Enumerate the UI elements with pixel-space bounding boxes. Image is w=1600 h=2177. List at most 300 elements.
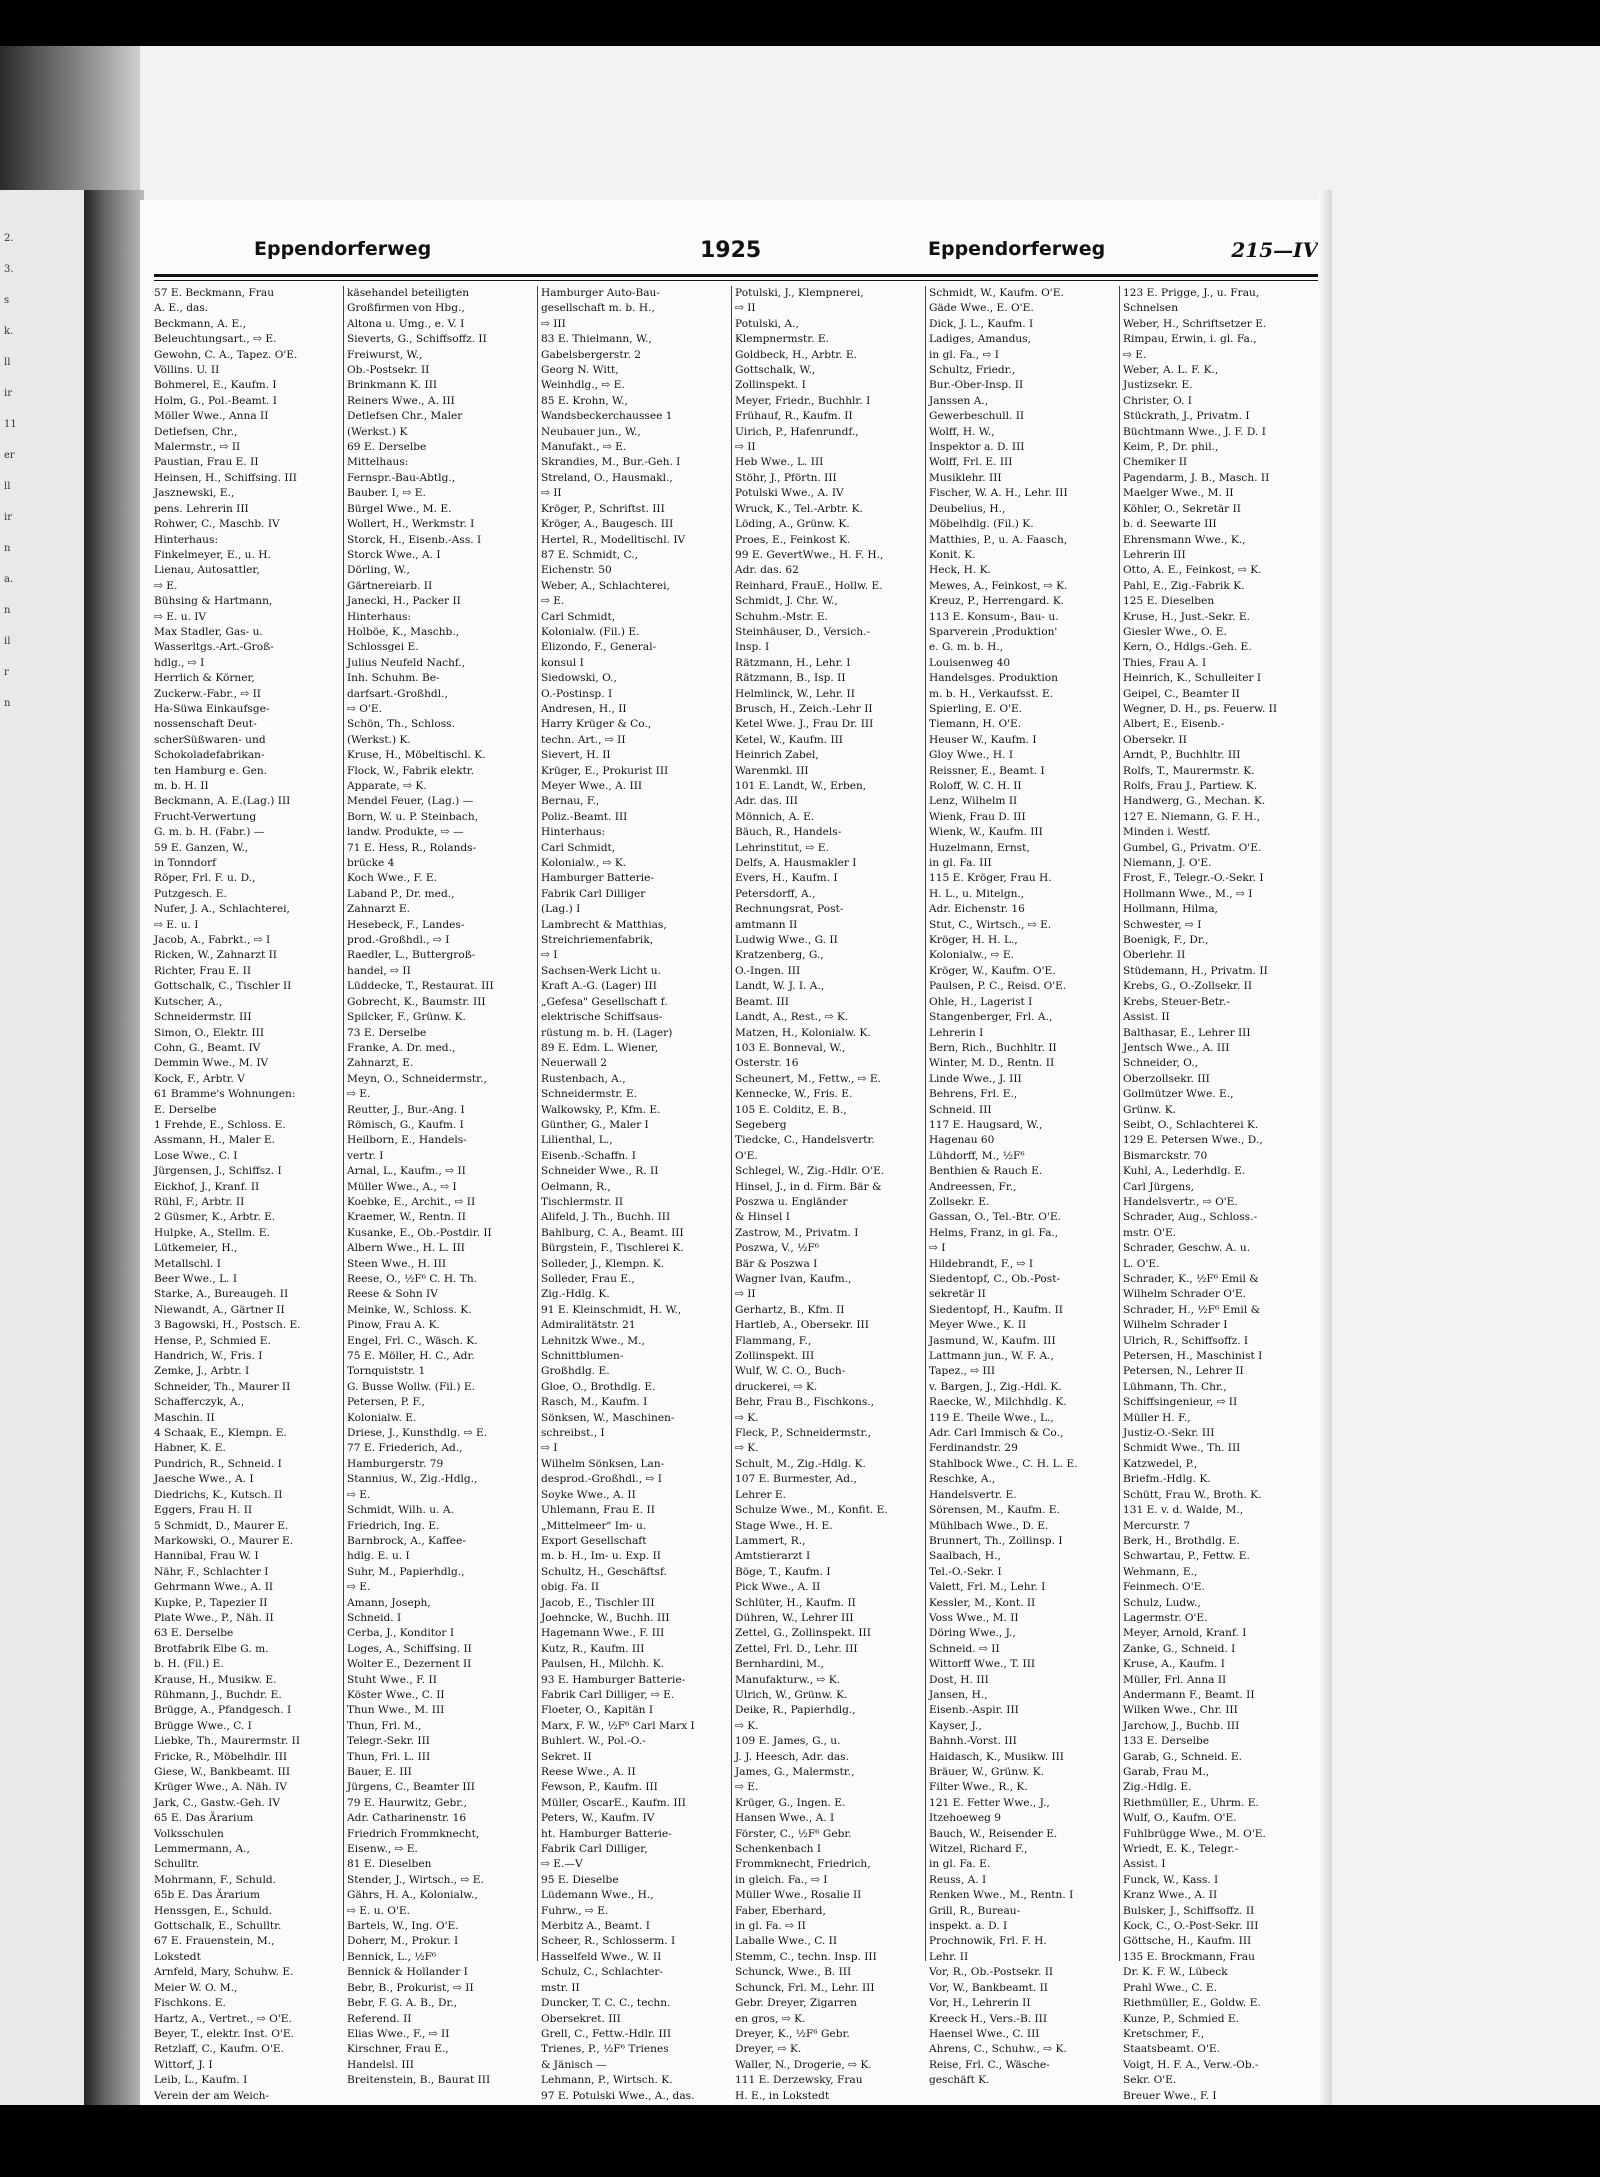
directory-entry-line: Pagendarm, J. B., Masch. II bbox=[1123, 471, 1270, 484]
directory-entry-line: 65b E. Das Ärarium bbox=[154, 1889, 261, 1902]
directory-entry-line: Spierling, E. O'E. bbox=[929, 702, 1023, 715]
directory-entry-line: ⇨ E. bbox=[347, 1488, 371, 1501]
directory-entry-line: Tiedcke, C., Handelsvertr. bbox=[735, 1134, 875, 1147]
directory-entry-line: Helms, Franz, in gl. Fa., bbox=[929, 1226, 1059, 1239]
directory-entry-line: ⇨ II bbox=[735, 302, 756, 315]
directory-entry-line: Deubelius, H., bbox=[929, 502, 1006, 515]
directory-entry-line: Schulze Wwe., M., Konfit. E. bbox=[735, 1504, 888, 1517]
directory-entry-line: Schwartau, P., Fettw. E. bbox=[1123, 1550, 1250, 1563]
directory-entry-line: prod.-Großhdl., ⇨ I bbox=[347, 934, 450, 947]
directory-entry-line: ⇨ K. bbox=[735, 1719, 759, 1732]
directory-entry-line: Gebr. Dreyer, Zigarren bbox=[735, 1997, 857, 2010]
directory-entry-line: Peters, W., Kaufm. IV bbox=[541, 1812, 655, 1825]
directory-entry-line: Voss Wwe., M. II bbox=[929, 1611, 1019, 1624]
directory-entry-line: Verein der am Weich- bbox=[154, 2089, 270, 2102]
directory-entry-line: Sachsen-Werk Licht u. bbox=[541, 964, 661, 977]
directory-entry-line: Winter, M. D., Rentn. II bbox=[929, 1057, 1055, 1070]
directory-entry-line: Poszwa u. Engländer bbox=[735, 1195, 848, 1208]
directory-entry-line: Jürgensen, J., Schiffsz. I bbox=[154, 1165, 282, 1178]
directory-entry-line: Wilken Wwe., Chr. III bbox=[1123, 1704, 1238, 1717]
directory-entry-line: Pahl, E., Zig.-Fabrik K. bbox=[1123, 579, 1245, 592]
directory-entry-line: Wulf, O., Kaufm. O'E. bbox=[1123, 1812, 1237, 1825]
directory-entry-line: Hamburger Batterie- bbox=[541, 872, 654, 885]
directory-entry-line: Lokstedt bbox=[154, 1950, 201, 1963]
street-name-left: Eppendorferweg bbox=[254, 238, 432, 260]
directory-entry-line: Lenz, Wilhelm II bbox=[929, 795, 1018, 808]
directory-entry-line: 77 E. Friederich, Ad., bbox=[347, 1442, 463, 1455]
directory-entry-line: Sievert, H. II bbox=[541, 749, 611, 762]
directory-entry-line: G. Busse Wollw. (Fil.) E. bbox=[347, 1380, 476, 1393]
directory-entry-line: Landt, W. J. I. A., bbox=[735, 980, 825, 993]
directory-entry-line: 125 E. Dieselben bbox=[1123, 595, 1215, 608]
directory-entry-line: Fernspr.-Bau-Abtlg., bbox=[347, 471, 456, 484]
directory-entry-line: Bäuch, R., Handels- bbox=[735, 826, 842, 839]
directory-entry-line: Ulrich, W., Grünw. K. bbox=[735, 1688, 848, 1701]
directory-entry-line: ⇨ II bbox=[541, 487, 562, 500]
directory-entry-line: Vor, W., Bankbeamt. II bbox=[929, 1981, 1048, 1994]
directory-entry-line: ⇨ I bbox=[541, 1442, 558, 1455]
directory-entry-line: Faber, Eberhard, bbox=[735, 1904, 826, 1917]
directory-entry-line: Assist. I bbox=[1123, 1858, 1166, 1871]
directory-entry-line: Freiwurst, W., bbox=[347, 348, 423, 361]
directory-entry-line: Kirschner, Frau E., bbox=[347, 2043, 449, 2056]
directory-entry-line: Zahnarzt E. bbox=[347, 903, 411, 916]
directory-entry-line: Müller Wwe., A., ⇨ I bbox=[347, 1180, 457, 1193]
directory-entry-line: Wittorf, J. I bbox=[154, 2058, 213, 2071]
directory-entry-line: Hartleb, A., Obersekr. III bbox=[735, 1319, 869, 1332]
directory-entry-line: Giesler Wwe., O. E. bbox=[1123, 625, 1227, 638]
directory-entry-line: 115 E. Kröger, Frau H. bbox=[929, 872, 1052, 885]
directory-entry-line: vertr. I bbox=[347, 1149, 384, 1162]
directory-entry-line: Krebs, G., O.-Zollsekr. II bbox=[1123, 980, 1253, 993]
directory-entry-line: Brunnert, Th., Zollinsp. I bbox=[929, 1534, 1063, 1547]
directory-entry-line: 107 E. Burmester, Ad., bbox=[735, 1473, 857, 1486]
directory-entry-line: Apparate, ⇨ K. bbox=[347, 780, 427, 792]
directory-entry-line: Obersekr. II bbox=[1123, 733, 1187, 746]
directory-entry-line: schreibst., I bbox=[541, 1427, 605, 1440]
directory-entry-line: Sparverein ,Produktion' bbox=[929, 625, 1058, 638]
directory-entry-line: 97 E. Potulski Wwe., A., das. bbox=[541, 2089, 695, 2102]
directory-entry-line: Floeter, O., Kapitän I bbox=[541, 1704, 654, 1717]
directory-entry-line: Schmidt, Wilh. u. A. bbox=[347, 1504, 454, 1517]
directory-entry-line: 117 E. Haugsard, W., bbox=[929, 1118, 1043, 1131]
directory-entry-line: Beamt. III bbox=[735, 995, 789, 1008]
directory-entry-line: Stückrath, J., Privatm. I bbox=[1123, 410, 1250, 423]
directory-entry-line: Vor, R., Ob.-Postsekr. II bbox=[929, 1966, 1054, 1979]
directory-entry-line: Röper, Frl. F. u. D., bbox=[154, 872, 256, 885]
directory-entry-line: brücke 4 bbox=[347, 857, 395, 870]
directory-entry-line: Laband P., Dr. med., bbox=[347, 887, 455, 900]
directory-entry-line: Müller Wwe., Rosalie II bbox=[735, 1889, 862, 1902]
directory-entry-line: Kern, O., Hdlgs.-Geh. E. bbox=[1123, 641, 1252, 654]
directory-entry-line: Gottschalk, C., Tischler II bbox=[154, 980, 292, 993]
directory-entry-line: 131 E. v. d. Walde, M., bbox=[1123, 1504, 1244, 1517]
directory-entry-line: m. b. H., Im- u. Exp. II bbox=[541, 1550, 661, 1563]
directory-entry-line: Arndt, P., Buchhltr. III bbox=[1123, 749, 1241, 762]
directory-entry-line: 75 E. Möller, H. C., Adr. bbox=[347, 1350, 475, 1363]
directory-entry-line: Fischer, W. A. H., Lehr. III bbox=[929, 487, 1068, 500]
directory-entry-line: Dörling, W., bbox=[347, 564, 410, 577]
directory-entry-line: Carl Schmidt, bbox=[541, 610, 616, 623]
directory-entry-line: Henssgen, E., Schuld. bbox=[154, 1904, 273, 1917]
directory-entry-line: Heb Wwe., L. III bbox=[735, 456, 824, 469]
directory-entry-line: Reuss, A. I bbox=[929, 1873, 987, 1886]
directory-entry-line: Kessler, M., Kont. II bbox=[929, 1596, 1036, 1609]
directory-entry-line: Bahnh.-Vorst. III bbox=[929, 1735, 1017, 1748]
directory-entry-line: Dühren, W., Lehrer III bbox=[735, 1611, 854, 1624]
directory-entry-line: Rätzmann, H., Lehr. I bbox=[735, 656, 851, 669]
directory-entry-line: elektrische Schiffsaus- bbox=[541, 1011, 663, 1024]
directory-entry-line: Gährs, H. A., Kolonialw., bbox=[347, 1889, 478, 1902]
directory-entry-line: Ohle, H., Lagerist I bbox=[929, 995, 1033, 1008]
directory-entry-line: Matzen, H., Kolonialw. K. bbox=[735, 1026, 871, 1039]
directory-entry-line: scherSüßwaren- und bbox=[154, 733, 266, 746]
directory-entry-line: Vor, H., Lehrerin II bbox=[929, 1997, 1031, 2010]
directory-entry-line: Gabelsbergerstr. 2 bbox=[541, 348, 641, 361]
directory-entry-line: Finkelmeyer, E., u. H. bbox=[154, 548, 271, 561]
directory-entry-line: Heinsen, H., Schiffsing. III bbox=[154, 471, 297, 484]
directory-entry-line: Heuser W., Kaufm. I bbox=[929, 733, 1037, 746]
directory-entry-line: Stage Wwe., H. E. bbox=[735, 1519, 833, 1532]
directory-entry-line: Schneid. III bbox=[929, 1103, 992, 1116]
directory-entry-line: Trienes, P., ½F⁶ Trienes bbox=[541, 2043, 669, 2056]
directory-entry-line: Huzelmann, Ernst, bbox=[929, 841, 1030, 854]
directory-entry-line: Bauer, E. III bbox=[347, 1766, 412, 1778]
directory-entry-line: Krebs, Steuer-Betr.- bbox=[1123, 995, 1230, 1008]
directory-entry-line: Bohmerel, E., Kaufm. I bbox=[154, 379, 277, 392]
directory-entry-line: Tel.-O.-Sekr. I bbox=[929, 1565, 1002, 1578]
directory-entry-line: ⇨ II bbox=[735, 441, 756, 454]
directory-entry-line: Doherr, M., Prokur. I bbox=[347, 1935, 459, 1948]
directory-entry-line: Weinhdlg., ⇨ E. bbox=[541, 379, 625, 392]
directory-entry-line: Gerhartz, B., Kfm. II bbox=[735, 1303, 845, 1316]
directory-entry-line: Petersdorff, A., bbox=[735, 887, 816, 900]
directory-entry-line: Kröger, H. H. L., bbox=[929, 934, 1018, 947]
directory-entry-line: Beckmann, A. E., bbox=[154, 317, 247, 330]
directory-entry-line: in Tonndorf bbox=[154, 857, 216, 870]
directory-entry-line: Fricke, R., Möbelhdlr. III bbox=[154, 1750, 288, 1763]
directory-entry-line: ⇨ E. u. I bbox=[154, 918, 199, 931]
directory-entry-line: 119 E. Theile Wwe., L., bbox=[929, 1411, 1054, 1424]
directory-entry-line: Köhler, O., Sekretär II bbox=[1123, 502, 1241, 515]
directory-entry-line: Fabrik Carl Dilliger, ⇨ E. bbox=[541, 1688, 675, 1701]
directory-entry-line: Ketel, W., Kaufm. III bbox=[735, 733, 843, 746]
directory-entry-line: v. Bargen, J., Zig.-Hdl. K. bbox=[929, 1380, 1062, 1393]
directory-entry-line: Malermstr., ⇨ II bbox=[154, 441, 241, 454]
directory-entry-line: Hertel, R., Modelltischl. IV bbox=[541, 533, 686, 546]
directory-entry-line: Laballe Wwe., C. II bbox=[735, 1935, 838, 1948]
directory-entry-line: inspekt. a. D. I bbox=[929, 1920, 1008, 1933]
directory-entry-line: Born, W. u. P. Steinbach, bbox=[347, 810, 479, 823]
directory-entry-line: Hasselfeld Wwe., W. II bbox=[541, 1950, 662, 1963]
directory-entry-line: Rechnungsrat, Post- bbox=[735, 903, 844, 916]
directory-entry-line: Skrandies, M., Bur.-Geh. I bbox=[541, 456, 681, 469]
directory-entry-line: Schmidt, W., Kaufm. O'E. bbox=[929, 287, 1064, 299]
directory-entry-line: Louisenweg 40 bbox=[929, 656, 1011, 669]
directory-entry-line: Barnbrock, A., Kaffee- bbox=[347, 1534, 466, 1547]
directory-entry-line: Schneider, Th., Maurer II bbox=[154, 1380, 291, 1393]
directory-entry-line: Mewes, A., Feinkost, ⇨ K. bbox=[929, 579, 1068, 592]
directory-entry-line: Reese Wwe., A. II bbox=[541, 1766, 636, 1778]
directory-entry-line: Hartz, A., Vertret., ⇨ O'E. bbox=[154, 2012, 292, 2025]
directory-entry-line: Wilhelm Schrader O'E. bbox=[1123, 1288, 1246, 1301]
directory-entry-line: ⇨ E. bbox=[347, 1088, 371, 1101]
directory-entry-line: Müller, Frl. Anna II bbox=[1123, 1673, 1227, 1686]
directory-entry-line: Reschke, A., bbox=[929, 1473, 996, 1486]
directory-entry-line: Duncker, T. C. C., techn. bbox=[541, 1997, 671, 2010]
directory-entry-line: Handelsvertr., ⇨ O'E. bbox=[1123, 1195, 1238, 1208]
directory-entry-line: Kreuz, P., Herrengard. K. bbox=[929, 595, 1065, 608]
directory-entry-line: Zastrow, M., Privatm. I bbox=[735, 1226, 859, 1239]
directory-entry-line: Musiklehr. III bbox=[929, 471, 1002, 484]
directory-entry-line: handel, ⇨ II bbox=[347, 964, 411, 977]
directory-entry-line: Kolonialw. E. bbox=[347, 1411, 417, 1424]
directory-entry-line: Müller, OscarE., Kaufm. III bbox=[541, 1796, 686, 1809]
directory-entry-line: 99 E. GevertWwe., H. F. H., bbox=[735, 548, 884, 561]
directory-entry-line: Wollert, H., Werkmstr. I bbox=[347, 518, 475, 531]
directory-entry-line: Eisenb.-Schaffn. I bbox=[541, 1149, 636, 1162]
directory-entry-line: Ulrich, R., Schiffsoffz. I bbox=[1123, 1334, 1249, 1347]
directory-entry-line: Köster Wwe., C. II bbox=[347, 1688, 445, 1701]
directory-entry-line: Renken Wwe., M., Rentn. I bbox=[929, 1889, 1074, 1902]
directory-entry-line: Lambrecht & Matthias, bbox=[541, 918, 667, 931]
directory-entry-line: Adr. Eichenstr. 16 bbox=[929, 903, 1025, 916]
scan-border-bottom bbox=[0, 2105, 1600, 2177]
directory-entry-line: Wolff, H. W., bbox=[929, 425, 995, 438]
directory-entry-line: Zuckerw.-Fabr., ⇨ II bbox=[154, 687, 261, 700]
column-3 bbox=[541, 286, 727, 2102]
directory-entry-line: E. Derselbe bbox=[154, 1103, 217, 1116]
directory-entry-line: Sönksen, W., Maschinen- bbox=[541, 1411, 675, 1424]
directory-entry-line: Rühmann, J., Buchdr. E. bbox=[154, 1688, 282, 1701]
directory-entry-line: Hagemann Wwe., F. III bbox=[541, 1627, 665, 1640]
directory-entry-line: Plate Wwe., P., Näh. II bbox=[154, 1611, 274, 1624]
directory-entry-line: Schrader, Geschw. A. u. bbox=[1123, 1242, 1251, 1255]
directory-entry-line: Kayser, J., bbox=[929, 1719, 982, 1732]
directory-entry-line: Zig.-Hdlg. E. bbox=[1123, 1781, 1192, 1794]
directory-entry-line: Bulsker, J., Schiffsoffz. II bbox=[1123, 1904, 1255, 1917]
directory-entry-line: Loges, A., Schiffsing. II bbox=[347, 1642, 472, 1655]
directory-entry-line: Bühsing & Hartmann, bbox=[154, 595, 273, 608]
directory-entry-line: Hesebeck, F., Landes- bbox=[347, 918, 465, 931]
directory-entry-line: Bürgstein, F., Tischlerei K. bbox=[541, 1242, 684, 1255]
directory-entry-line: ⇨ O'E. bbox=[347, 702, 382, 715]
directory-entry-line: Wruck, K., Tel.-Arbtr. K. bbox=[735, 502, 863, 515]
directory-entry-line: Simon, O., Elektr. III bbox=[154, 1026, 265, 1039]
directory-entry-line: Geipel, C., Beamter II bbox=[1123, 687, 1240, 700]
directory-entry-line: Bräuer, W., Grünw. K. bbox=[929, 1766, 1045, 1778]
directory-entry-line: Bern, Rich., Buchhltr. II bbox=[929, 1041, 1057, 1054]
directory-entry-line: Kupke, P., Tapezier II bbox=[154, 1596, 268, 1609]
directory-entry-line: Thun Wwe., M. III bbox=[347, 1704, 445, 1717]
directory-entry-line: hdlg., ⇨ I bbox=[154, 656, 205, 669]
directory-entry-line: Beyer, T., elektr. Inst. O'E. bbox=[154, 2027, 294, 2040]
directory-entry-line: Gloe, O., Brothdlg. E. bbox=[541, 1380, 656, 1393]
directory-entry-line: 91 E. Kleinschmidt, H. W., bbox=[541, 1303, 682, 1316]
directory-entry-line: Meyn, O., Schneidermstr., bbox=[347, 1072, 487, 1085]
directory-entry-line: Raedler, L., Buttergroß- bbox=[347, 949, 476, 962]
directory-entry-line: Lemmermann, A., bbox=[154, 1843, 250, 1856]
directory-entry-line: Beer Wwe., L. I bbox=[154, 1273, 238, 1285]
directory-entry-line: Walkowsky, P., Kfm. E. bbox=[541, 1103, 661, 1116]
directory-entry-line: Wolff, Frl. E. III bbox=[929, 456, 1013, 469]
directory-entry-line: Herrlich & Körner, bbox=[154, 672, 255, 685]
directory-entry-line: Kratzenberg, G., bbox=[735, 949, 824, 962]
directory-entry-line: Leib, L., Kaufm. I bbox=[154, 2074, 248, 2087]
directory-entry-line: in gleich. Fa., ⇨ I bbox=[735, 1873, 828, 1886]
directory-entry-line: Schulltr. bbox=[154, 1858, 200, 1871]
directory-entry-line: Adr. das. III bbox=[735, 795, 798, 808]
directory-entry-line: Koebke, E., Archit., ⇨ II bbox=[347, 1195, 476, 1208]
directory-entry-line: Arnfeld, Mary, Schuhw. E. bbox=[154, 1966, 294, 1979]
directory-entry-line: Dick, J. L., Kaufm. I bbox=[929, 317, 1034, 330]
directory-entry-line: ⇨ E. bbox=[1123, 348, 1147, 361]
directory-entry-line: Cohn, G., Beamt. IV bbox=[154, 1041, 261, 1054]
directory-entry-line: Prahl Wwe., C. E. bbox=[1123, 1981, 1217, 1994]
directory-entry-line: Referend. II bbox=[347, 2012, 412, 2025]
directory-entry-line: Riethmüller, E., Goldw. E. bbox=[1123, 1997, 1261, 2010]
directory-entry-line: Metallschl. I bbox=[154, 1257, 221, 1270]
directory-entry-line: in gl. Fa. III bbox=[929, 857, 992, 870]
directory-entry-line: Stender, J., Wirtsch., ⇨ E. bbox=[347, 1873, 484, 1886]
directory-entry-line: hdlg. E. u. I bbox=[347, 1550, 410, 1563]
directory-entry-line: Schneid. ⇨ II bbox=[929, 1642, 1000, 1655]
directory-entry-line: Wulf, W. C. O., Buch- bbox=[735, 1365, 846, 1378]
directory-entry-line: ten Hamburg e. Gen. bbox=[154, 764, 268, 777]
directory-entry-line: Ehrensmann Wwe., K., bbox=[1123, 533, 1246, 546]
directory-entry-line: Katzwedel, P., bbox=[1123, 1457, 1198, 1470]
directory-entry-line: 113 E. Konsum-, Bau- u. bbox=[929, 610, 1059, 623]
directory-entry-line: Mendel Feuer, (Lag.) — bbox=[347, 795, 474, 808]
directory-entry-line: Seibt, O., Schlachterei K. bbox=[1123, 1118, 1259, 1131]
directory-entry-line: Georg N. Witt, bbox=[541, 364, 619, 377]
directory-entry-line: 69 E. Derselbe bbox=[347, 441, 427, 454]
directory-entry-line: Dreyer, ⇨ K. bbox=[735, 2043, 802, 2056]
directory-entry-line: Kretschmer, F., bbox=[1123, 2027, 1205, 2040]
directory-entry-line: Rolfs, T., Maurermstr. K. bbox=[1123, 764, 1255, 777]
directory-entry-line: 67 E. Frauenstein, M., bbox=[154, 1935, 275, 1948]
directory-entry-line: Gehrmann Wwe., A. II bbox=[154, 1581, 274, 1594]
directory-entry-line: Sekr. O'E. bbox=[1123, 2074, 1177, 2087]
directory-entry-line: Otto, A. E., Feinkost, ⇨ K. bbox=[1123, 564, 1262, 577]
directory-entry-line: Heck, H. K. bbox=[929, 564, 991, 577]
directory-entry-line: Zettel, G., Zollinspekt. III bbox=[735, 1627, 871, 1640]
directory-entry-line: Petersen, P. F., bbox=[347, 1396, 425, 1409]
margin-fragment: 11 bbox=[4, 419, 17, 430]
directory-entry-line: Fabrik Carl Dilliger bbox=[541, 887, 646, 900]
directory-entry-line: Sieverts, G., Schiffsoffz. II bbox=[347, 333, 487, 346]
year: 1925 bbox=[700, 238, 762, 263]
directory-entry-line: Krause, H., Musikw. E. bbox=[154, 1673, 277, 1686]
directory-entry-line: Lütkemeier, H., bbox=[154, 1242, 238, 1255]
directory-entry-line: Jacob, A., Fabrkt., ⇨ I bbox=[154, 934, 271, 947]
directory-entry-line: Brügge, A., Pfandgesch. I bbox=[154, 1704, 292, 1717]
directory-entry-line: Richter, Frau E. II bbox=[154, 964, 252, 977]
directory-entry-line: 63 E. Derselbe bbox=[154, 1627, 234, 1640]
directory-entry-line: Zig.-Hdlg. K. bbox=[541, 1288, 610, 1301]
directory-entry-line: Haidasch, K., Musikw. III bbox=[929, 1750, 1064, 1763]
column-4 bbox=[735, 286, 921, 2102]
directory-entry-line: Witzel, Richard F., bbox=[929, 1843, 1028, 1856]
directory-entry-line: Andreessen, Fr., bbox=[929, 1180, 1017, 1193]
directory-entry-line: Streichriemenfabrik, bbox=[541, 934, 654, 947]
directory-entry-line: Stöhr, J., Pförtn. III bbox=[735, 471, 837, 484]
directory-entry-line: Wegner, D. H., ps. Feuerw. II bbox=[1123, 702, 1278, 715]
directory-entry-line: 95 E. Dieselbe bbox=[541, 1873, 619, 1886]
directory-entry-line: Steinhäuser, D., Versich.- bbox=[735, 625, 871, 638]
street-name-right: Eppendorferweg bbox=[928, 238, 1106, 260]
directory-entry-line: Bur.-Ober-Insp. II bbox=[929, 379, 1024, 392]
directory-entry-line: Dost, H. III bbox=[929, 1673, 989, 1686]
directory-entry-line: Siedowski, O., bbox=[541, 672, 617, 685]
directory-entry-line: Stut, C., Wirtsch., ⇨ E. bbox=[929, 918, 1052, 931]
margin-fragment: il bbox=[4, 636, 11, 647]
directory-entry-line: Berk, H., Brothdlg. E. bbox=[1123, 1534, 1240, 1547]
directory-entry-line: Handwerg, G., Mechan. K. bbox=[1123, 795, 1266, 808]
directory-entry-line: Meinke, W., Schloss. K. bbox=[347, 1303, 472, 1316]
directory-entry-line: in gl. Fa., ⇨ I bbox=[929, 348, 999, 361]
directory-entry-line: Tischlermstr. II bbox=[541, 1195, 624, 1208]
directory-entry-line: Neubauer jun., W., bbox=[541, 425, 641, 438]
directory-entry-line: Stüdemann, H., Privatm. II bbox=[1123, 964, 1268, 977]
directory-entry-line: Jürgens, C., Beamter III bbox=[347, 1781, 475, 1794]
page-edge-shadow bbox=[1318, 190, 1332, 2105]
directory-entry-line: Helmlinck, W., Lehr. II bbox=[735, 687, 855, 700]
directory-entry-line: Gewerbeschull. II bbox=[929, 410, 1025, 423]
directory-entry-line: Bennick, L., ½F⁶ bbox=[347, 1950, 437, 1963]
directory-entry-line: Kock, F., Arbtr. V bbox=[154, 1072, 245, 1085]
column-1 bbox=[154, 286, 340, 2102]
directory-entry-line: Wilhelm Sönksen, Lan- bbox=[541, 1457, 665, 1470]
header-rule bbox=[154, 274, 1320, 277]
directory-entry-line: Lagermstr. O'E. bbox=[1123, 1611, 1208, 1624]
column-separator bbox=[1119, 286, 1120, 1961]
directory-entry-line: Waller, N., Drogerie, ⇨ K. bbox=[735, 2058, 872, 2071]
directory-entry-line: Nufer, J. A., Schlachterei, bbox=[154, 903, 290, 916]
directory-entry-line: konsul I bbox=[541, 656, 584, 669]
directory-entry-line: Brügge Wwe., C. I bbox=[154, 1719, 252, 1732]
directory-entry-line: Andermann F., Beamt. II bbox=[1123, 1688, 1255, 1701]
directory-entry-line: Steen Wwe., H. III bbox=[347, 1257, 447, 1270]
directory-entry-line: Sekret. II bbox=[541, 1750, 592, 1763]
directory-entry-line: O.-Postinsp. I bbox=[541, 687, 613, 700]
directory-entry-line: Adr. Catharinenstr. 16 bbox=[347, 1812, 467, 1825]
directory-entry-line: Haensel Wwe., C. III bbox=[929, 2027, 1040, 2040]
directory-entry-line: Rolfs, Frau J., Partiew. K. bbox=[1123, 780, 1258, 792]
directory-entry-line: Elias Wwe., F., ⇨ II bbox=[347, 2027, 450, 2040]
directory-entry-line: Garab, G., Schneid. E. bbox=[1123, 1750, 1242, 1763]
directory-entry-line: Schrader, Aug., Schloss.- bbox=[1123, 1211, 1258, 1224]
directory-entry-line: ht. Hamburger Batterie- bbox=[541, 1827, 672, 1840]
directory-entry-line: Storck, H., Eisenb.-Ass. I bbox=[347, 533, 482, 546]
directory-entry-line: Thun, Frl. M., bbox=[347, 1719, 422, 1732]
directory-entry-line: Mercurstr. 7 bbox=[1123, 1519, 1191, 1532]
directory-entry-line: 109 E. James, G., u. bbox=[735, 1735, 841, 1748]
directory-entry-line: Thies, Frau A. I bbox=[1123, 656, 1207, 669]
directory-entry-line: Römisch, G., Kaufm. I bbox=[347, 1118, 464, 1131]
directory-entry-line: Kruse, H., Just.-Sekr. E. bbox=[1123, 610, 1250, 623]
directory-entry-line: ⇨ K. bbox=[735, 1411, 759, 1424]
directory-entry-line: Briefm.-Hdlg. K. bbox=[1123, 1473, 1211, 1486]
directory-entry-line: Jentsch Wwe., A. III bbox=[1123, 1041, 1230, 1054]
directory-entry-line: 59 E. Ganzen, W., bbox=[154, 841, 249, 854]
directory-entry-line: ⇨ E. bbox=[735, 1781, 759, 1794]
directory-entry-line: Filter Wwe., R., K. bbox=[929, 1781, 1028, 1794]
directory-entry-line: Ahrens, C., Schuhw., ⇨ K. bbox=[929, 2043, 1067, 2056]
directory-entry-line: Frost, F., Telegr.-O.-Sekr. I bbox=[1123, 872, 1264, 885]
directory-entry-line: Arnal, L., Kaufm., ⇨ II bbox=[347, 1165, 466, 1178]
directory-entry-line: Storck Wwe., A. I bbox=[347, 548, 441, 561]
